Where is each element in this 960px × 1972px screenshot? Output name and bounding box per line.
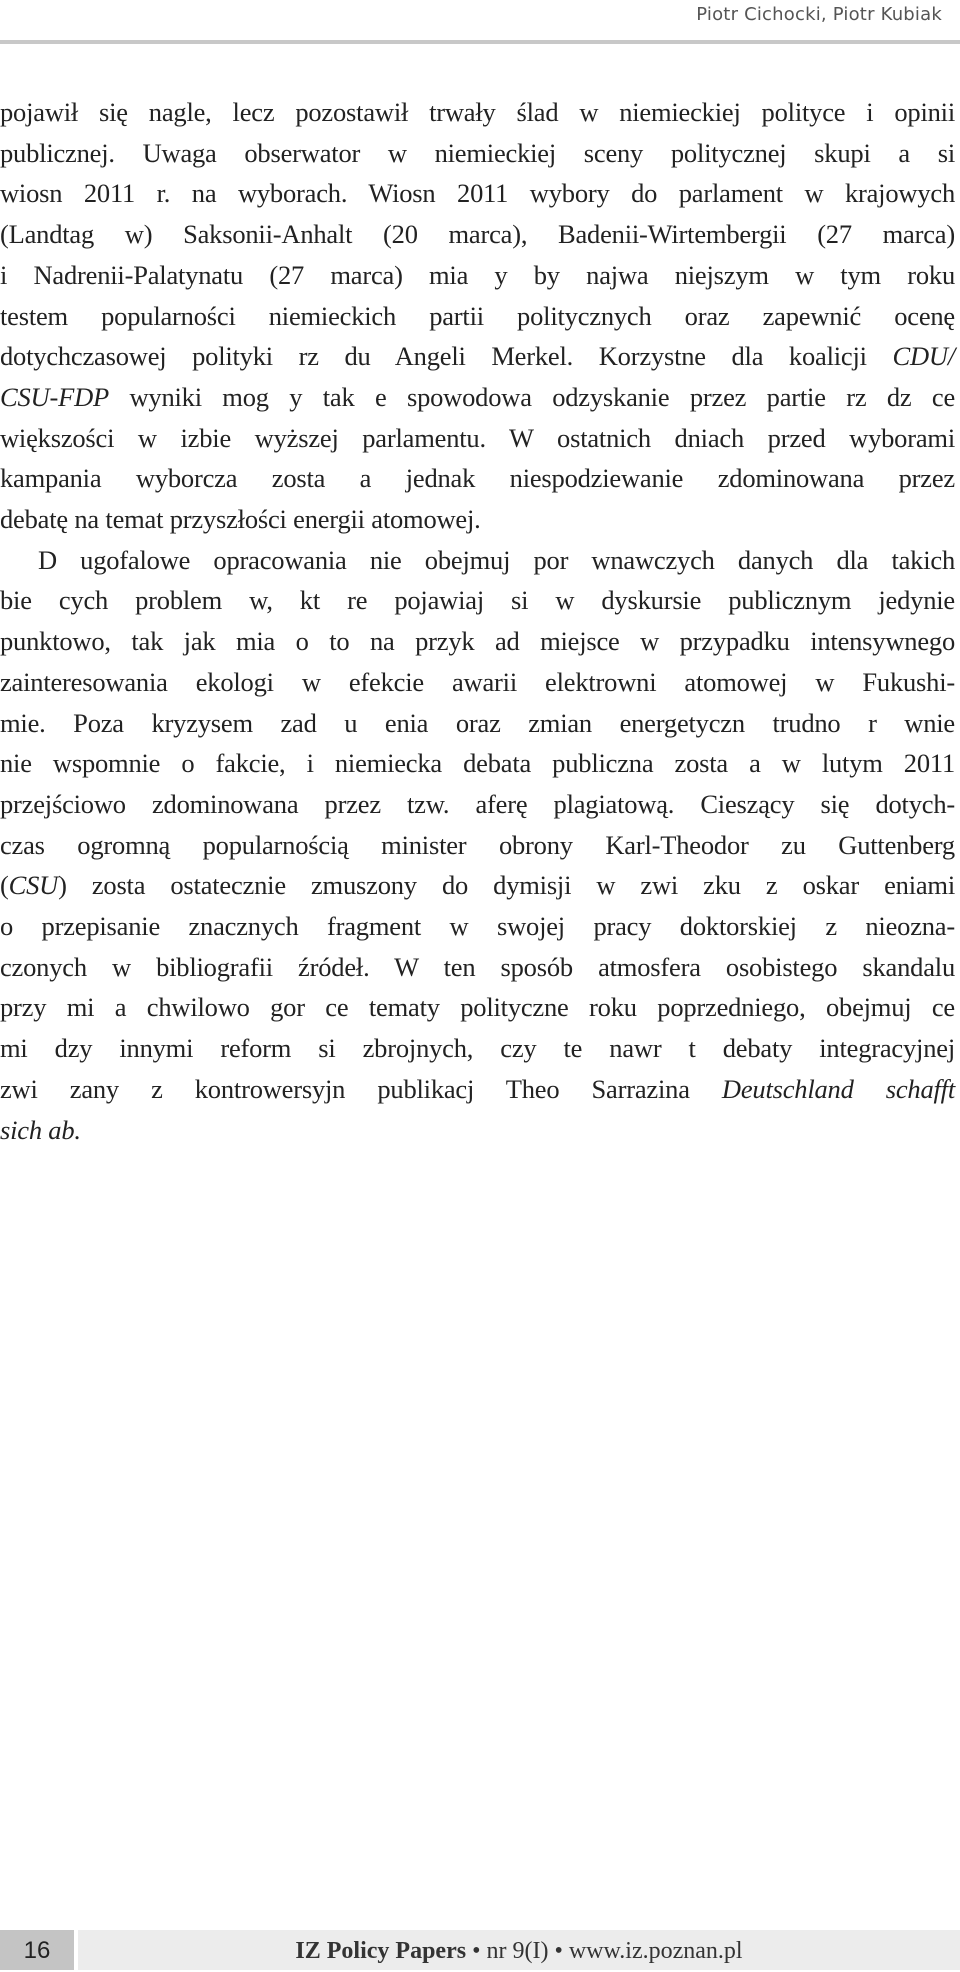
page-footer (0, 1930, 960, 1970)
text-line-italic (0, 1110, 955, 1151)
text-line: pojawił się nagle, lecz pozostawił trwały ślad w niemieckiej polityce i opinii (0, 97, 955, 127)
paragraph-2 (0, 540, 955, 1151)
journal-website: www.iz.poznan.pl (568, 1938, 743, 1964)
text-line: zainteresowania ekologi w efekcie awarii elektrowni atomowej w Fukushi- (0, 666, 955, 697)
page-number: 16 (0, 1930, 74, 1970)
text-line-mixed (0, 865, 955, 906)
italic-book-title-end: sich ab. (0, 1114, 81, 1145)
italic-party-name: CDU/ (892, 341, 955, 372)
text-line: (Landtag w) Saksonii-Anhalt (20 marca), Badenii-Wirtembergii (27 marca) (0, 219, 955, 250)
text-segment: dotychczasowej polityki rz du Angeli Merkel. Korzystne dla koalicji (0, 341, 867, 372)
text-line: większości w izbie wyższej parlamentu. W ostatnich dniach przed wyborami (0, 422, 955, 453)
article-body (0, 92, 955, 1150)
paren-open: ( (0, 870, 9, 901)
text-line-mixed (0, 377, 955, 418)
paragraph-1 (0, 92, 955, 540)
text-line: nie wspomnie o fakcie, i niemiecka debata publiczna zosta a w lutym 2011 (0, 748, 955, 779)
footer-journal-info (78, 1930, 960, 1970)
text-line: mie. Poza kryzysem zad u enia oraz zmian energetyczn trudno r wnie (0, 707, 955, 738)
text-line: czas ogromną popularnością minister obrony Karl-Theodor zu Guttenberg (0, 829, 955, 860)
text-line: wiosn 2011 r. na wyborach. Wiosn 2011 wybory do parlament w krajowych (0, 178, 955, 209)
separator-bullet: • (472, 1938, 481, 1964)
text-line: testem popularności niemieckich partii politycznych oraz zapewnić ocenę (0, 300, 955, 331)
text-line: o przepisanie znacznych fragment w swojej pracy doktorskiej z nieozna- (0, 911, 955, 942)
text-line: publicznej. Uwaga obserwator w niemieckiej sceny politycznej skupi a si (0, 137, 955, 168)
italic-book-title: Deutschland schafft (721, 1073, 956, 1104)
text-line: punktowo, tak jak mia o to na przyk ad miejsce w przypadku intensywnego (0, 626, 955, 657)
text-line-indented: D ugofalowe opracowania nie obejmuj por wnawczych danych dla takich (38, 544, 955, 575)
text-segment: zosta ostatecznie zmuszony do dymisji w zwi zku z oskar eniami (91, 870, 955, 901)
header-rule (0, 40, 960, 44)
text-line: debatę na temat przyszłości energii atomowej. (0, 504, 481, 535)
text-line: przy mi a chwilowo gor ce tematy polityczne roku poprzedniego, obejmuj ce (0, 992, 955, 1023)
text-line: bie cych problem w, kt re pojawiaj si w dyskursie publicznym jedynie (0, 585, 955, 616)
text-line: czonych w bibliografii źródeł. W ten sposób atmosfera osobistego skandalu (0, 951, 955, 982)
italic-party-name: CSU (8, 870, 59, 901)
text-line-mixed (0, 1069, 955, 1110)
text-segment: zwi zany z kontrowersyjn publikacj Theo Sarrazina (0, 1073, 690, 1104)
text-segment: wyniki mog y tak e spowodowa odzyskanie przez partie rz dz ce (129, 381, 956, 412)
text-line: kampania wyborcza zosta a jednak niespodziewanie zdominowana przez (0, 463, 955, 494)
text-line: przejściowo zdominowana przez tzw. aferę plagiatową. Cieszący się dotych- (0, 788, 955, 819)
italic-party-name: CSU-FDP (0, 381, 109, 412)
text-line: i Nadrenii-Palatynatu (27 marca) mia y by najwa niejszym w tym roku (0, 259, 955, 290)
issue-number: nr 9(I) (486, 1938, 549, 1964)
running-head-authors: Piotr Cichocki, Piotr Kubiak (696, 4, 942, 25)
text-line: mi dzy innymi reform si zbrojnych, czy te nawr t debaty integracyjnej (0, 1033, 955, 1064)
journal-name: IZ Policy Papers (295, 1938, 467, 1964)
paren-close: ) (58, 870, 67, 901)
separator-bullet: • (554, 1938, 563, 1964)
text-line-mixed (0, 336, 955, 377)
